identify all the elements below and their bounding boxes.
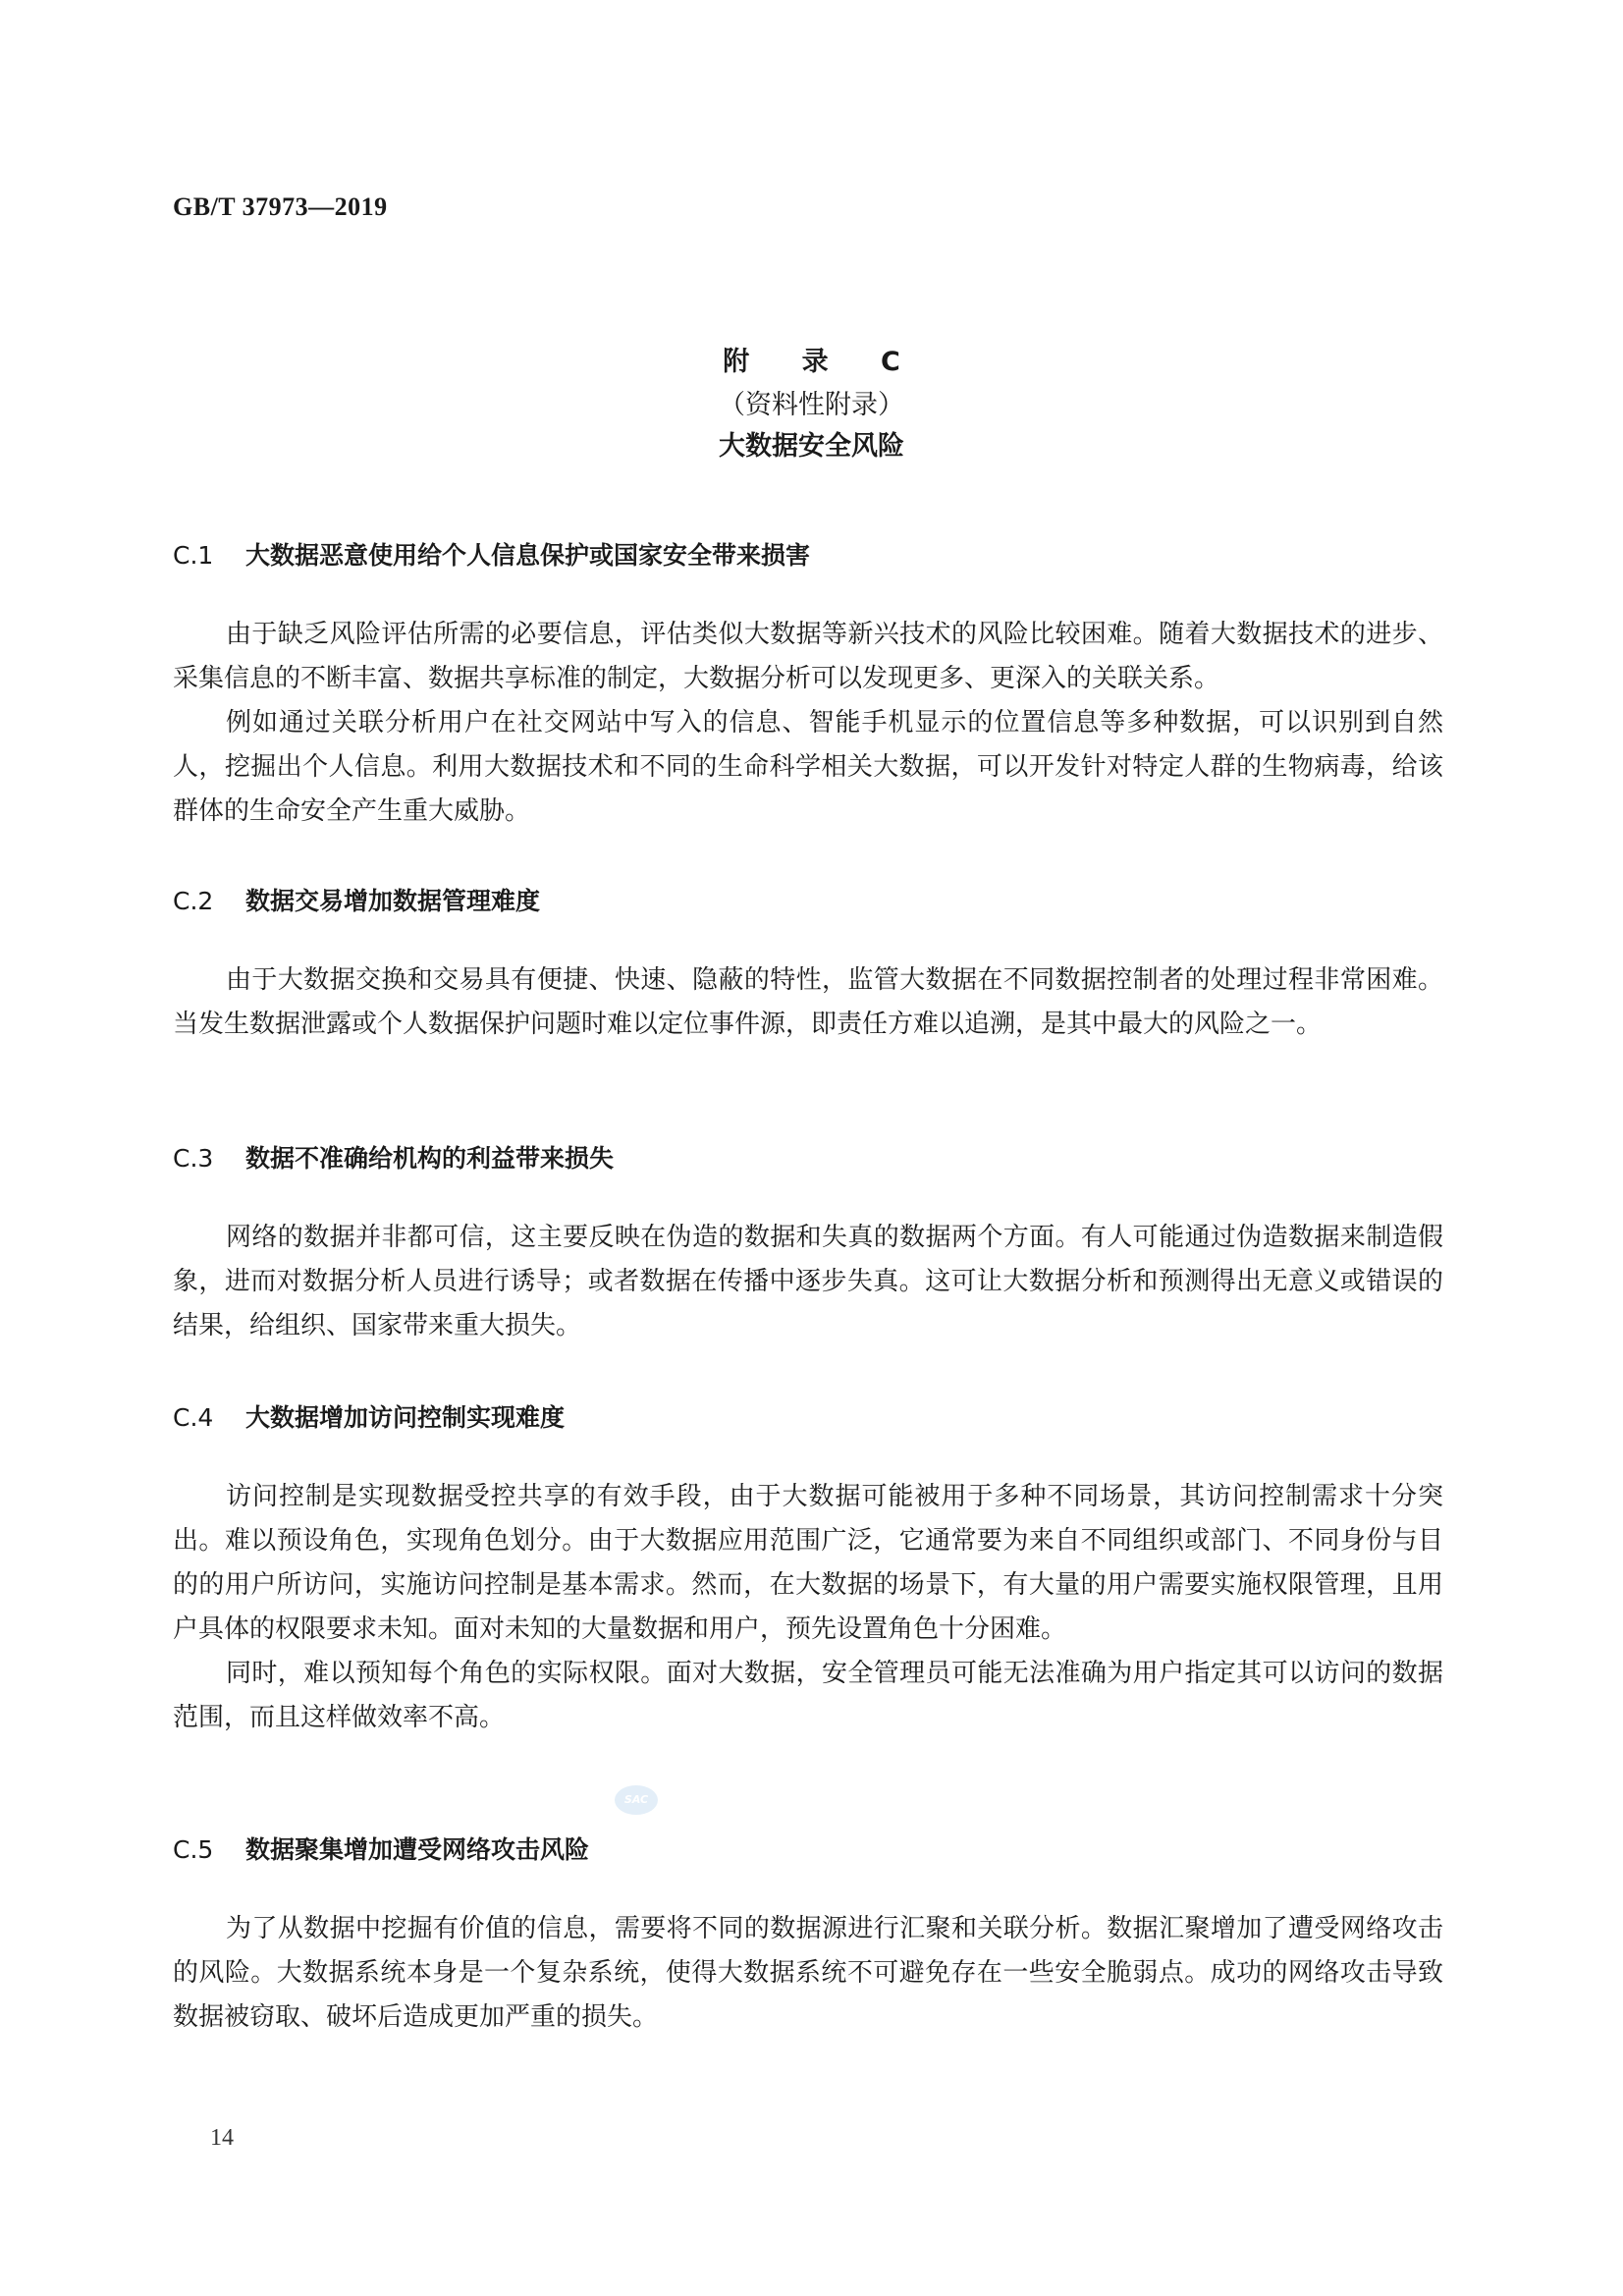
paragraph: 由于大数据交换和交易具有便捷、快速、隐蔽的特性，监管大数据在不同数据控制者的处理过程非常困难。当发生数据泄露或个人数据保护问题时难以定位事件源，即责任方难以追溯，是其中最大的风险之一。: [173, 965, 1443, 1039]
section-title: 数据聚集增加遭受网络攻击风险: [245, 1835, 590, 1864]
section-title: 大数据恶意使用给个人信息保护或国家安全带来损害: [245, 541, 811, 570]
page-number: 14: [210, 2125, 234, 2151]
paragraph: 访问控制是实现数据受控共享的有效手段，由于大数据可能被用于多种不同场景，其访问控制需求十分突出。难以预设角色，实现角色划分。由于大数据应用范围广泛，它通常要为来自不同组织或部门、不同身份与目的的用户所访问，实施访问控制是基本需求。然而，在大数据的场景下，有大量的用户需要实施权限管理，且用户具体的权限要求未知。面对未知的大量数据和用户，预先设置角色十分困难。: [173, 1482, 1443, 1644]
section-body-c1: [173, 613, 1443, 834]
sac-watermark-icon: SAC: [615, 1785, 658, 1815]
section-body-c2: [173, 958, 1443, 1047]
section-body-c5: [173, 1907, 1443, 2040]
annex-title: 大数据安全风险: [719, 431, 904, 462]
section-heading-c1: [173, 536, 810, 572]
section-body-c4: [173, 1475, 1443, 1740]
section-number: C.3: [173, 1144, 214, 1173]
standard-code: GB/T 37973—2019: [173, 192, 388, 221]
annex-label: 附 录 C: [723, 347, 922, 377]
section-heading-c5: [173, 1831, 589, 1866]
section-title: 大数据增加访问控制实现难度: [245, 1403, 566, 1432]
section-number: C.1: [173, 541, 214, 570]
section-number: C.4: [173, 1403, 214, 1432]
paragraph: 例如通过关联分析用户在社交网站中写入的信息、智能手机显示的位置信息等多种数据，可以识别到自然人，挖掘出个人信息。利用大数据技术和不同的生命科学相关大数据，可以开发针对特定人群的生物病毒，给该群体的生命安全产生重大威胁。: [173, 708, 1443, 826]
section-number: C.5: [173, 1835, 214, 1864]
section-title: 数据交易增加数据管理难度: [245, 887, 541, 915]
section-heading-c2: [173, 882, 540, 917]
section-title: 数据不准确给机构的利益带来损失: [245, 1144, 615, 1173]
section-number: C.2: [173, 887, 214, 915]
paragraph: 为了从数据中挖掘有价值的信息，需要将不同的数据源进行汇聚和关联分析。数据汇聚增加了遭受网络攻击的风险。大数据系统本身是一个复杂系统，使得大数据系统不可避免存在一些安全脆弱点。成功的网络攻击导致数据被窃取、破坏后造成更加严重的损失。: [173, 1914, 1443, 2032]
section-heading-c4: [173, 1398, 565, 1434]
paragraph: 网络的数据并非都可信，这主要反映在伪造的数据和失真的数据两个方面。有人可能通过伪造数据来制造假象，进而对数据分析人员进行诱导；或者数据在传播中逐步失真。这可让大数据分析和预测得出无意义或错误的结果，给组织、国家带来重大损失。: [173, 1223, 1443, 1340]
paragraph: 同时，难以预知每个角色的实际权限。面对大数据，安全管理员可能无法准确为用户指定其可以访问的数据范围，而且这样做效率不高。: [173, 1659, 1443, 1732]
section-heading-c3: [173, 1139, 614, 1175]
section-body-c3: [173, 1216, 1443, 1348]
annex-type: （资料性附录）: [719, 390, 904, 420]
paragraph: 由于缺乏风险评估所需的必要信息，评估类似大数据等新兴技术的风险比较困难。随着大数据技术的进步、采集信息的不断丰富、数据共享标准的制定，大数据分析可以发现更多、更深入的关联关系。: [173, 620, 1443, 693]
